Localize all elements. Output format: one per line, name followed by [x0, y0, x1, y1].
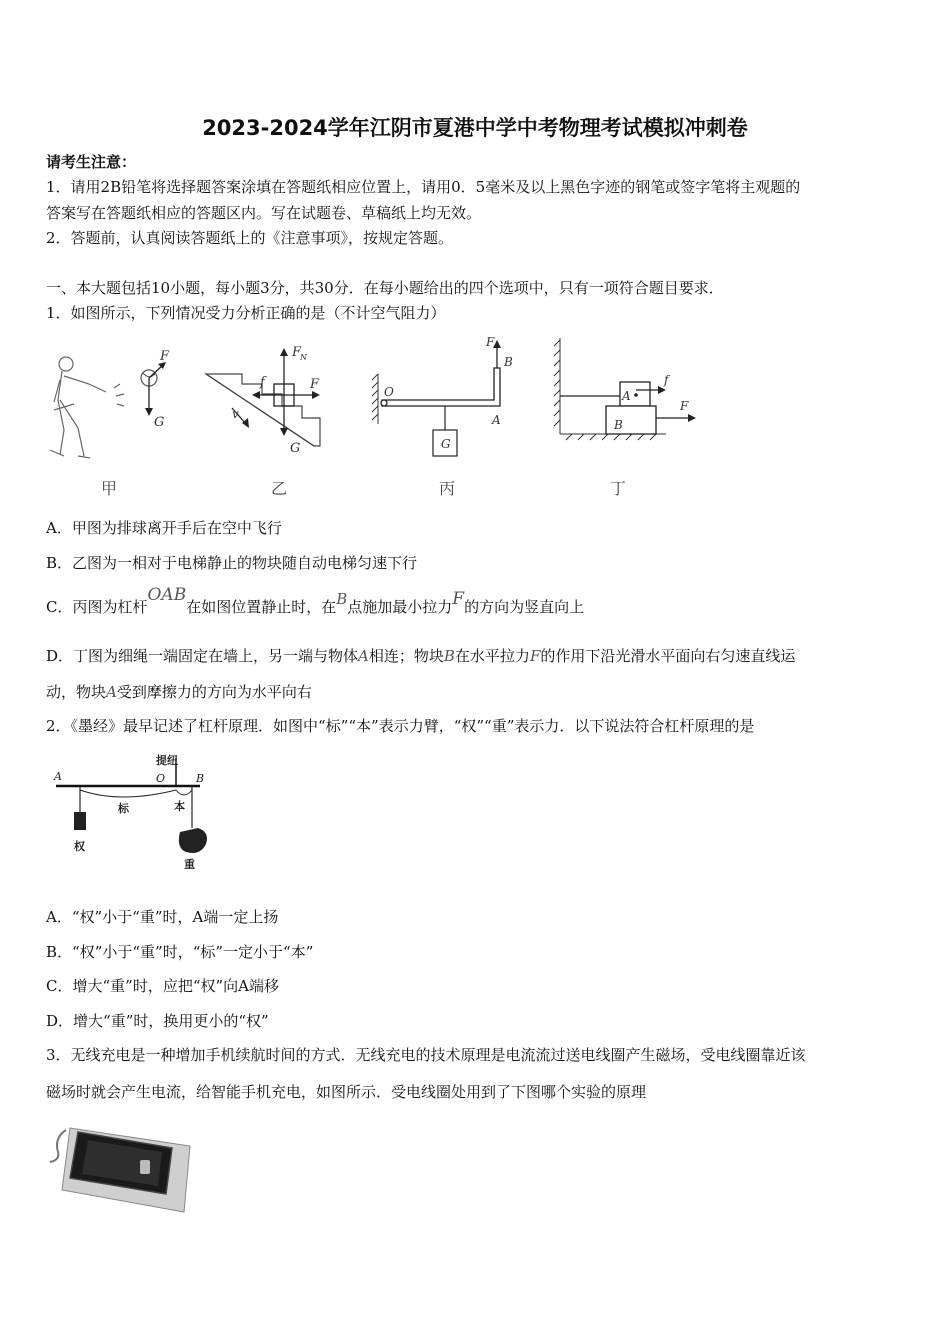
q1-option-d-text-2: 相连；物块: [368, 647, 444, 665]
q2-option-a: A．“权”小于“重”时，A端一定上扬: [46, 908, 279, 926]
q2-option-d: D．增大“重”时，换用更小的“权”: [46, 1012, 269, 1030]
notice-item-2: 2．答题前，认真阅读答题纸上的《注意事项》，按规定答题。: [46, 229, 454, 247]
q1-figure-jia: [44, 340, 194, 465]
label-F: F: [160, 349, 170, 364]
var-F-d: F: [529, 647, 541, 665]
figure-label-bing: 丙: [439, 479, 456, 498]
question-2-stem: 2．《墨经》最早记述了杠杆原理．如图中“标”“本”表示力臂，“权”“重”表示力．以下说法符合杠杆原理的是: [46, 717, 755, 735]
question-3-stem-line-2: 磁场时就会产生电流，给智能手机充电，如图所示．受电线圈处用到了下图哪个实验的原理: [46, 1083, 647, 1101]
lever-bar: [381, 368, 500, 406]
q1-option-d-text-3: 在水平拉力: [454, 647, 530, 665]
label-quan: 权: [74, 840, 85, 853]
var-A: A: [358, 647, 369, 665]
label-F-yi: F: [310, 377, 320, 392]
label-biao: 标: [118, 802, 129, 815]
figure-label-ding: 丁: [610, 479, 627, 498]
q1-figure-yi: [202, 340, 332, 465]
quan-weight: [74, 812, 86, 830]
figure-label-jia: 甲: [101, 479, 118, 498]
var-A-2: A: [106, 683, 117, 701]
q1-option-d-line-1: [46, 646, 795, 666]
label-B-ding: B: [614, 418, 623, 432]
label-F-bing: F: [486, 335, 495, 349]
notice-item-1-line-1: 1．请用2B铅笔将选择题答案涂填在答题纸相应位置上，请用0．5毫米及以上黑色字迹的钢笔或签字笔将主观题的: [46, 178, 801, 196]
label-f: f: [260, 375, 265, 390]
label-A-q2: A: [54, 770, 62, 783]
q1-option-a: A．甲图为排球离开手后在空中飞行: [46, 519, 282, 537]
var-B-d: B: [443, 647, 455, 665]
label-f-ding: f: [664, 373, 669, 387]
q1-figure-ding: [546, 334, 706, 444]
label-B-q2: B: [196, 772, 205, 785]
q1-option-d-text-6: 受到摩擦力的方向为水平向右: [116, 683, 312, 701]
q1-option-d-text-5: 动，物块: [46, 683, 107, 701]
label-F-ding: F: [680, 399, 689, 413]
q1-option-c-text-2: 在如图位置静止时，在: [186, 598, 337, 616]
point-dot: [634, 393, 638, 397]
q1-option-c-text-1: C．丙图为杠杆: [46, 598, 148, 616]
label-O-q2: O: [156, 772, 166, 785]
wall-hatching: [372, 374, 378, 424]
label-O: O: [384, 385, 394, 399]
arm-braces: [80, 790, 192, 797]
question-1-stem: 1．如图所示，下列情况受力分析正确的是（不计空气阻力）: [46, 304, 446, 322]
page-title: 2023-2024学年江阴市夏港中学中考物理考试模拟冲刺卷: [202, 116, 748, 140]
label-v: v: [232, 407, 239, 421]
label-G: G: [154, 415, 165, 430]
var-OAB: OAB: [147, 585, 187, 605]
section-1-heading: 一、本大题包括10小题，每小题3分，共30分．在每小题给出的四个选项中，只有一项符合题目要求．: [46, 279, 724, 297]
label-zhong: 重: [184, 858, 195, 871]
zhong-object: [179, 828, 207, 853]
label-A-ding: A: [622, 389, 631, 403]
label-G-yi: G: [290, 441, 301, 456]
label-G-bing: G: [441, 437, 451, 451]
phone-camera-icon: [140, 1160, 150, 1174]
charger-cable: [50, 1130, 66, 1162]
q1-option-c: [46, 585, 585, 617]
q1-option-c-text-3: 点施加最小拉力: [347, 598, 453, 616]
volleyball-player-drawing: [50, 357, 124, 458]
question-3-stem-line-1: 3．无线充电是一种增加手机续航时间的方式．无线充电的技术原理是电流流过送电线圈产生磁场，受电线圈靠近该: [46, 1046, 806, 1064]
q1-option-c-text-4: 的方向为竖直向上: [464, 598, 585, 616]
figure-label-yi: 乙: [271, 479, 288, 498]
label-tiniu: 提纽: [156, 754, 178, 767]
notice-heading: 请考生注意：: [46, 153, 137, 171]
q2-option-b: B．“权”小于“重”时，“标”一定小于“本”: [46, 943, 314, 961]
notice-item-1-line-2: 答案写在答题纸相应的答题区内。写在试题卷、草稿纸上均无效。: [46, 204, 482, 222]
label-FN: F: [292, 345, 302, 360]
q1-option-d-text-1: D．丁图为细绳一端固定在墙上，另一端与物体: [46, 647, 359, 665]
q2-option-c: C．增大“重”时，应把“权”向A端移: [46, 977, 279, 995]
q2-figure-steelyard: [50, 752, 220, 872]
var-B: B: [336, 590, 348, 608]
q1-option-d-text-4: 的作用下沿光滑水平面向右匀速直线运: [540, 647, 796, 665]
var-F: F: [452, 589, 465, 609]
label-A: A: [492, 413, 501, 427]
label-B: B: [504, 355, 513, 369]
q1-figure-bing: [370, 334, 520, 464]
label-ben: 本: [174, 800, 185, 813]
q1-option-d-line-2: [46, 682, 312, 702]
label-FN-subscript: N: [300, 353, 307, 362]
q3-figure-wireless-charger: [44, 1112, 196, 1218]
q1-option-b: B．乙图为一相对于电梯静止的物块随自动电梯匀速下行: [46, 554, 418, 572]
